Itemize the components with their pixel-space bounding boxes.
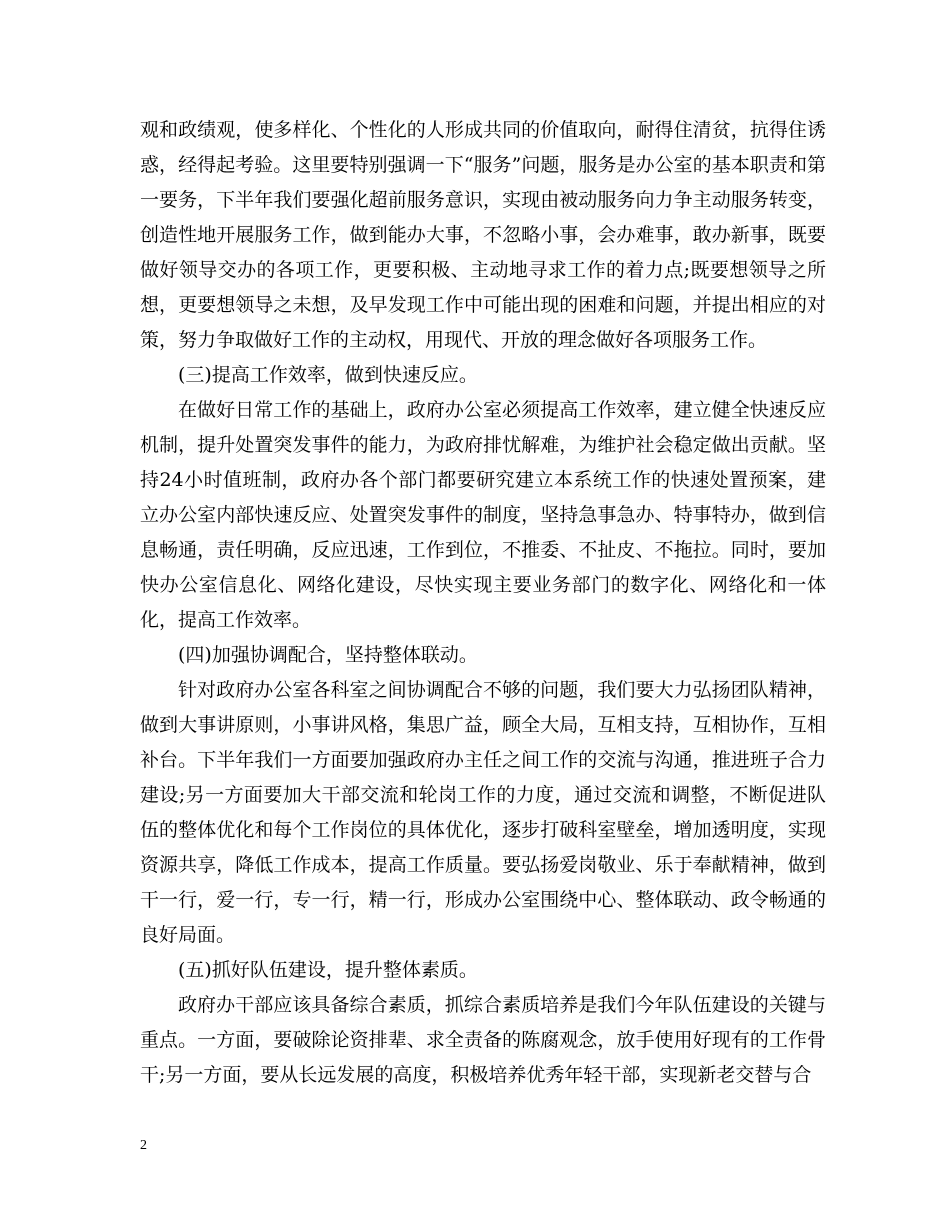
paragraph-coordination: 针对政府办公室各科室之间协调配合不够的问题，我们要大力弘扬团队精神，做到大事讲原则，小事讲风格，集思广益，顾全大局，互相支持，互相协作，互相补台。下半年我们一方面要加强政府办主任之间工作的交流与沟通，推进班子合力建设;另一方面要加大干部交流和轮岗工作的力度，通过交流和调整，不断促进队伍的整体优化和每个工作岗位的具体优化，逐步打破科室壁垒，增加透明度，实现资源共享，降低工作成本，提高工作质量。要弘扬爱岗敬业、乐于奉献精神，做到干一行，爱一行，专一行，精一行，形成办公室围绕中心、整体联动、政令畅通的良好局面。 [140, 679, 826, 946]
paragraph-continued: 观和政绩观，使多样化、个性化的人形成共同的价值取向，耐得住清贫，抗得住诱惑，经得起考验。这里要特别强调一下“服务”问题，服务是办公室的基本职责和第一要务，下半年我们要强化超前服务意识，实现由被动服务向力争主动服务转变，创造性地开展服务工作，做到能办大事，不忽略小事，会办难事，敢办新事，既要做好领导交办的各项工作，更要积极、主动地寻求工作的着力点;既要想领导之所想，更要想领导之未想，及早发现工作中可能出现的困难和问题，并提出相应的对策，努力争取做好工作的主动权，用现代、开放的理念做好各项服务工作。 [140, 119, 826, 351]
document-body [140, 113, 826, 1093]
section-heading-4: (四)加强协调配合，坚持整体联动。 [178, 644, 478, 666]
paragraph-efficiency: 在做好日常工作的基础上，政府办公室必须提高工作效率，建立健全快速反应机制，提升处置突发事件的能力，为政府排忧解难，为维护社会稳定做出贡献。坚持24小时值班制，政府办各个部门都要研究建立本系统工作的快速处置预案，建立办公室内部快速反应、处置突发事件的制度，坚持急事急办、特事特办，做到信息畅通，责任明确，反应迅速，工作到位，不推委、不扯皮、不拖拉。同时，要加快办公室信息化、网络化建设，尽快实现主要业务部门的数字化、网络化和一体化，提高工作效率。 [140, 399, 826, 631]
section-heading-3: (三)提高工作效率，做到快速反应。 [178, 364, 478, 386]
page-number: 2 [140, 1138, 147, 1153]
section-heading-5: (五)抓好队伍建设，提升整体素质。 [178, 959, 478, 981]
paragraph-team-building: 政府办干部应该具备综合素质，抓综合素质培养是我们今年队伍建设的关键与重点。一方面，要破除论资排辈、求全责备的陈腐观念，放手使用好现有的工作骨干;另一方面，要从长远发展的高度，积极培养优秀年轻干部，实现新老交替与合 [140, 994, 826, 1086]
